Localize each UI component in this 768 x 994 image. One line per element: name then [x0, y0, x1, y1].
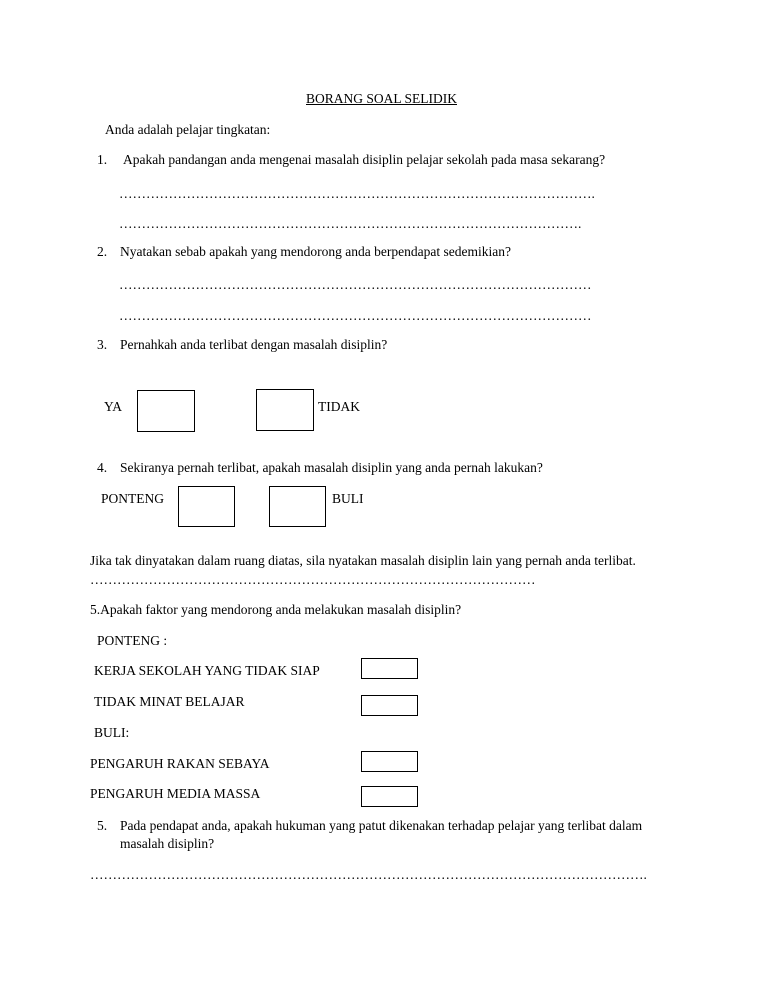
question-6-text-line-2: masalah disiplin?	[120, 836, 215, 851]
question-2-answer-line-2[interactable]: ……………………………………………………………………………………………	[119, 308, 592, 323]
factor-kerja-sekolah-label: KERJA SEKOLAH YANG TIDAK SIAP	[94, 663, 320, 678]
question-2-text: Nyatakan sebab apakah yang mendorong anda berpendapat sedemikian?	[120, 244, 511, 259]
intro-text: Anda adalah pelajar tingkatan:	[105, 122, 271, 137]
option-ya-checkbox[interactable]	[137, 390, 195, 432]
other-discipline-answer-line[interactable]: ………………………………………………………………………………………	[90, 572, 536, 587]
factor-tidak-minat-label: TIDAK MINAT BELAJAR	[94, 694, 245, 709]
other-discipline-note: Jika tak dinyatakan dalam ruang diatas, sila nyatakan masalah disiplin lain yang pernah anda terlibat.	[90, 553, 636, 568]
question-4-text: Sekiranya pernah terlibat, apakah masalah disiplin yang anda pernah lakukan?	[120, 460, 543, 475]
question-1-number: 1.	[97, 152, 108, 167]
question-3-text: Pernahkah anda terlibat dengan masalah disiplin?	[120, 337, 388, 352]
question-6-answer-line[interactable]: …………………………………………………………………………………………………………….	[90, 867, 647, 882]
question-4-number: 4.	[97, 460, 108, 475]
option-tidak-checkbox[interactable]	[256, 389, 314, 431]
question-6-number: 5.	[97, 818, 108, 833]
option-ya-label: YA	[104, 399, 123, 414]
option-ponteng-label: PONTENG	[101, 491, 164, 506]
option-buli-label: BULI	[332, 491, 364, 506]
factor-media-massa-checkbox[interactable]	[361, 786, 418, 807]
factor-kerja-sekolah-checkbox[interactable]	[361, 658, 418, 679]
question-3-number: 3.	[97, 337, 108, 352]
option-ponteng-checkbox[interactable]	[178, 486, 235, 527]
question-6-text-line-1: Pada pendapat anda, apakah hukuman yang patut dikenakan terhadap pelajar yang terlibat dalam	[120, 818, 643, 833]
option-tidak-label: TIDAK	[318, 399, 360, 414]
factor-media-massa-label: PENGARUH MEDIA MASSA	[90, 786, 261, 801]
page-title: BORANG SOAL SELIDIK	[306, 91, 457, 106]
question-2-answer-line-1[interactable]: ……………………………………………………………………………………………	[119, 277, 592, 292]
factor-rakan-sebaya-label: PENGARUH RAKAN SEBAYA	[90, 756, 270, 771]
factor-tidak-minat-checkbox[interactable]	[361, 695, 418, 716]
option-buli-checkbox[interactable]	[269, 486, 326, 527]
question-2-number: 2.	[97, 244, 108, 259]
question-1-answer-line-2[interactable]: ………………………………………………………………………………………….	[119, 216, 582, 231]
factor-rakan-sebaya-checkbox[interactable]	[361, 751, 418, 772]
question-1-answer-line-1[interactable]: …………………………………………………………………………………………….	[119, 186, 595, 201]
group-ponteng-label: PONTENG :	[97, 633, 168, 648]
question-1-text: Apakah pandangan anda mengenai masalah disiplin pelajar sekolah pada masa sekarang?	[123, 152, 606, 167]
question-5-text: 5.Apakah faktor yang mendorong anda melakukan masalah disiplin?	[90, 602, 462, 617]
group-buli-label: BULI:	[94, 725, 130, 740]
